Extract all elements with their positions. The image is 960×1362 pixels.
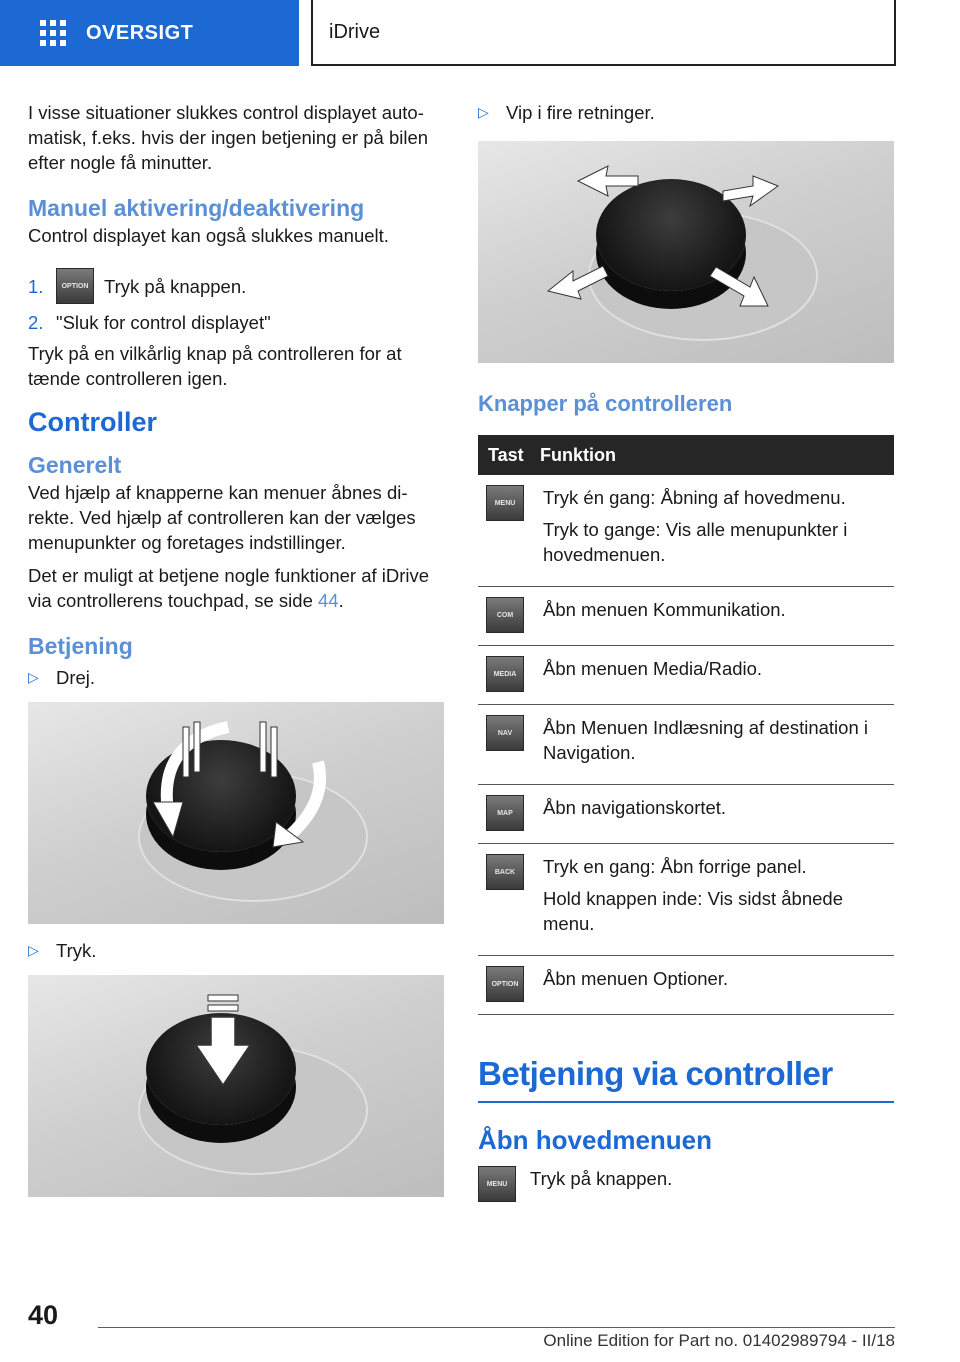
step-1 — [28, 268, 444, 304]
general-heading: Generelt — [28, 452, 122, 478]
row-text: Hold knappen inde: Vis sidst åbnede menu. — [543, 888, 843, 934]
bullet-text: Tryk. — [56, 940, 97, 961]
header-function: Funktion — [540, 444, 616, 465]
media-key-icon: MEDIA — [486, 656, 524, 692]
bullet-press — [28, 938, 444, 963]
manual-heading: Manuel aktivering/deaktivering — [28, 195, 365, 221]
page-link[interactable]: 44 — [318, 590, 339, 611]
manual-text: Control displayet kan også slukkes manuelt. — [28, 225, 389, 246]
step-text: "Sluk for control displayet" — [56, 312, 271, 333]
step-text: Tryk på knappen. — [104, 275, 247, 297]
overview-button[interactable] — [0, 0, 299, 66]
table-row — [478, 587, 894, 646]
step-2 — [28, 310, 444, 335]
triangle-icon: ▷ — [28, 669, 39, 685]
option-key-icon: OPTION — [486, 966, 524, 1002]
general-paragraph-2 — [28, 563, 444, 613]
edition-text: Online Edition for Part no. 01402989794 - II/18 — [543, 1331, 895, 1350]
overview-label: OVERSIGT — [86, 21, 194, 44]
tilt-arrows-icon — [478, 141, 894, 363]
step-number: 2. — [28, 312, 44, 333]
bullet-text: Vip i fire retninger. — [506, 102, 655, 123]
via-controller-heading: Betjening via controller — [478, 1055, 894, 1103]
option-key-icon: OPTION — [56, 268, 94, 304]
table-row — [478, 844, 894, 956]
page-number: 40 — [28, 1300, 59, 1330]
rotate-arrows-icon — [28, 702, 444, 924]
row-text: Åbn Menuen Indlæsning af destination i Navigation. — [543, 717, 868, 763]
top-bar — [0, 0, 960, 66]
operation-heading: Betjening — [28, 633, 133, 659]
table-row — [478, 475, 894, 587]
footer-divider — [98, 1327, 895, 1328]
nav-key-icon: NAV — [486, 715, 524, 751]
row-text: Tryk én gang: Åbning af hovedmenu. — [543, 487, 846, 508]
controller-tilt-image — [478, 141, 894, 363]
open-main-menu-step — [478, 1166, 894, 1202]
table-row — [478, 785, 894, 844]
buttons-table — [478, 435, 894, 1015]
controller-rotate-image — [28, 702, 444, 924]
menu-key-icon: MENU — [486, 485, 524, 521]
step-number: 1. — [28, 275, 44, 297]
intro-paragraph: I visse situationer slukkes control displayet auto-matisk, f.eks. hvis der ingen betjening er på bilen efter nogle få minutter. — [28, 102, 429, 173]
com-key-icon: COM — [486, 597, 524, 633]
controller-heading: Controller — [28, 407, 158, 437]
row-text: Åbn menuen Kommunikation. — [543, 599, 786, 620]
triangle-icon: ▷ — [28, 942, 39, 958]
bullet-rotate — [28, 665, 444, 690]
after-steps-text: Tryk på en vilkårlig knap på controlleren for at tænde controlleren igen. — [28, 343, 402, 389]
menu-key-icon: MENU — [478, 1166, 516, 1202]
right-column — [478, 100, 894, 1208]
step-text: Tryk på knappen. — [530, 1168, 673, 1189]
header-key: Tast — [488, 444, 524, 465]
bullet-text: Drej. — [56, 667, 96, 688]
triangle-icon: ▷ — [478, 104, 489, 120]
left-column — [28, 100, 444, 1211]
row-text: Tryk to gange: Vis alle menupunkter i hovedmenuen. — [543, 519, 848, 565]
back-key-icon: BACK — [486, 854, 524, 890]
controller-press-image — [28, 975, 444, 1197]
row-text: Tryk en gang: Åbn forrige panel. — [543, 856, 807, 877]
press-arrow-icon — [28, 975, 444, 1197]
chapter-title: iDrive — [311, 0, 896, 66]
bullet-tilt — [478, 100, 894, 125]
table-row — [478, 705, 894, 785]
buttons-heading: Knapper på controlleren — [478, 391, 733, 416]
grid-icon — [40, 20, 66, 46]
general-text-end: . — [338, 590, 344, 611]
row-text: Åbn navigationskortet. — [543, 797, 727, 818]
general-paragraph-1: Ved hjælp af knapperne kan menuer åbnes di-rekte. Ved hjælp af controlleren kan der vælges menupunkter og foretages indstillinger. — [28, 482, 416, 553]
open-main-menu-heading: Åbn hovedmenuen — [478, 1125, 713, 1155]
table-header — [478, 435, 894, 475]
table-row — [478, 646, 894, 705]
row-text: Åbn menuen Media/Radio. — [543, 658, 763, 679]
general-text: Det er muligt at betjene nogle funktioner af iDrive via controllerens touchpad, se side — [28, 565, 430, 611]
row-text: Åbn menuen Optioner. — [543, 968, 729, 989]
map-key-icon: MAP — [486, 795, 524, 831]
table-row — [478, 956, 894, 1015]
